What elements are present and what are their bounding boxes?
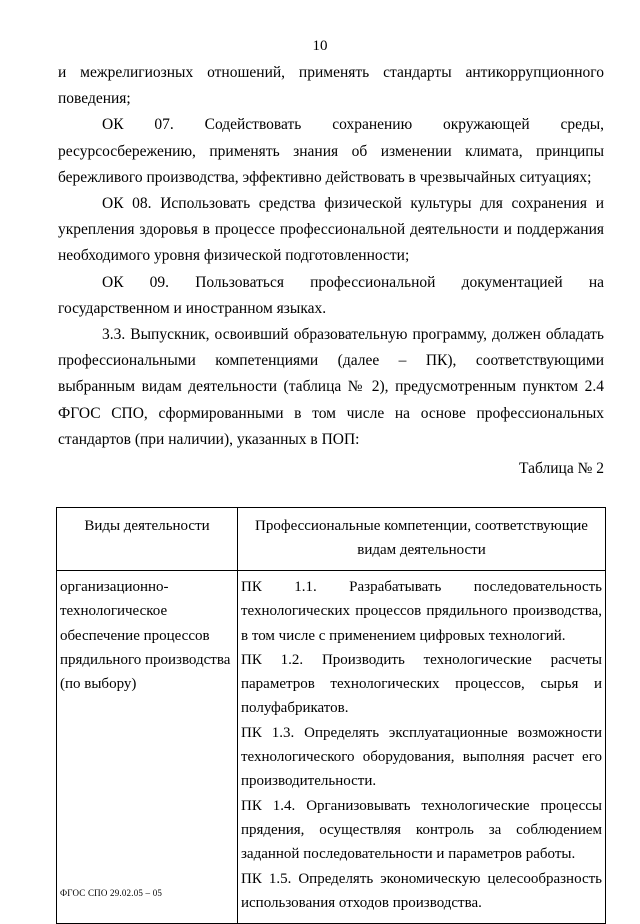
paragraph-3-3: 3.3. Выпускник, освоивший образовательную программу, должен обладать профессиональными компетенциями (далее – ПК), соответствующими выбранным видам деятельности (таблица № 2), предусмотренным пунктом 2.4 ФГОС СПО, сформированными в том числе на основе профессиональных стандартов (при наличии), указанных в ПОП:: [58, 326, 604, 448]
competency-pk-1-1: ПК 1.1. Разрабатывать последовательность технологических процессов прядильного производства, в том числе с применением цифровых технологий.: [241, 579, 602, 644]
competencies-cell: [238, 571, 606, 924]
activity-cell: организационно-технологическое обеспечение процессов прядильного производства (по выбору): [57, 571, 238, 924]
paragraph-continuation: и межрелигиозных отношений, применять стандарты антикоррупционного поведения;: [58, 64, 604, 108]
table-row: [57, 571, 606, 924]
competency-pk-1-4: ПК 1.4. Организовывать технологические процессы прядения, осуществляя контроль за соблюдением заданной последовательности и параметров работы.: [241, 797, 602, 863]
competency-pk-1-5: ПК 1.5. Определять экономическую целесообразность использования отходов производства.: [241, 870, 602, 911]
header-activity-types: Виды деятельности: [57, 508, 238, 571]
competency-pk-1-2: ПК 1.2. Производить технологические расчеты параметров технологических процессов, сырья и полуфабрикатов.: [241, 651, 602, 717]
body-text: [58, 60, 604, 453]
competencies-table: [56, 507, 606, 924]
table-header-row: [57, 508, 606, 571]
page-number: 10: [312, 38, 328, 54]
paragraph-ok08: ОК 08. Использовать средства физической культуры для сохранения и укрепления здоровья в процессе профессиональной деятельности и поддержания необходимого уровня физической подготовленности;: [58, 195, 604, 265]
paragraph-ok09: ОК 09. Пользоваться профессиональной документацией на государственном и иностранном языках.: [58, 273, 604, 317]
paragraph-ok07: ОК 07. Содействовать сохранению окружающей среды, ресурсосбережению, применять знания об изменении климата, принципы бережливого производства, эффективно действовать в чрезвычайных ситуациях;: [58, 116, 604, 186]
footer-standard-code: ФГОС СПО 29.02.05 – 05: [60, 888, 163, 898]
table-caption: Таблица № 2: [519, 460, 604, 477]
header-professional-competencies: Профессиональные компетенции, соответствующие видам деятельности: [238, 508, 606, 571]
competency-pk-1-3: ПК 1.3. Определять эксплуатационные возможности технологического оборудования, выполняя расчет его производительности.: [241, 724, 602, 790]
